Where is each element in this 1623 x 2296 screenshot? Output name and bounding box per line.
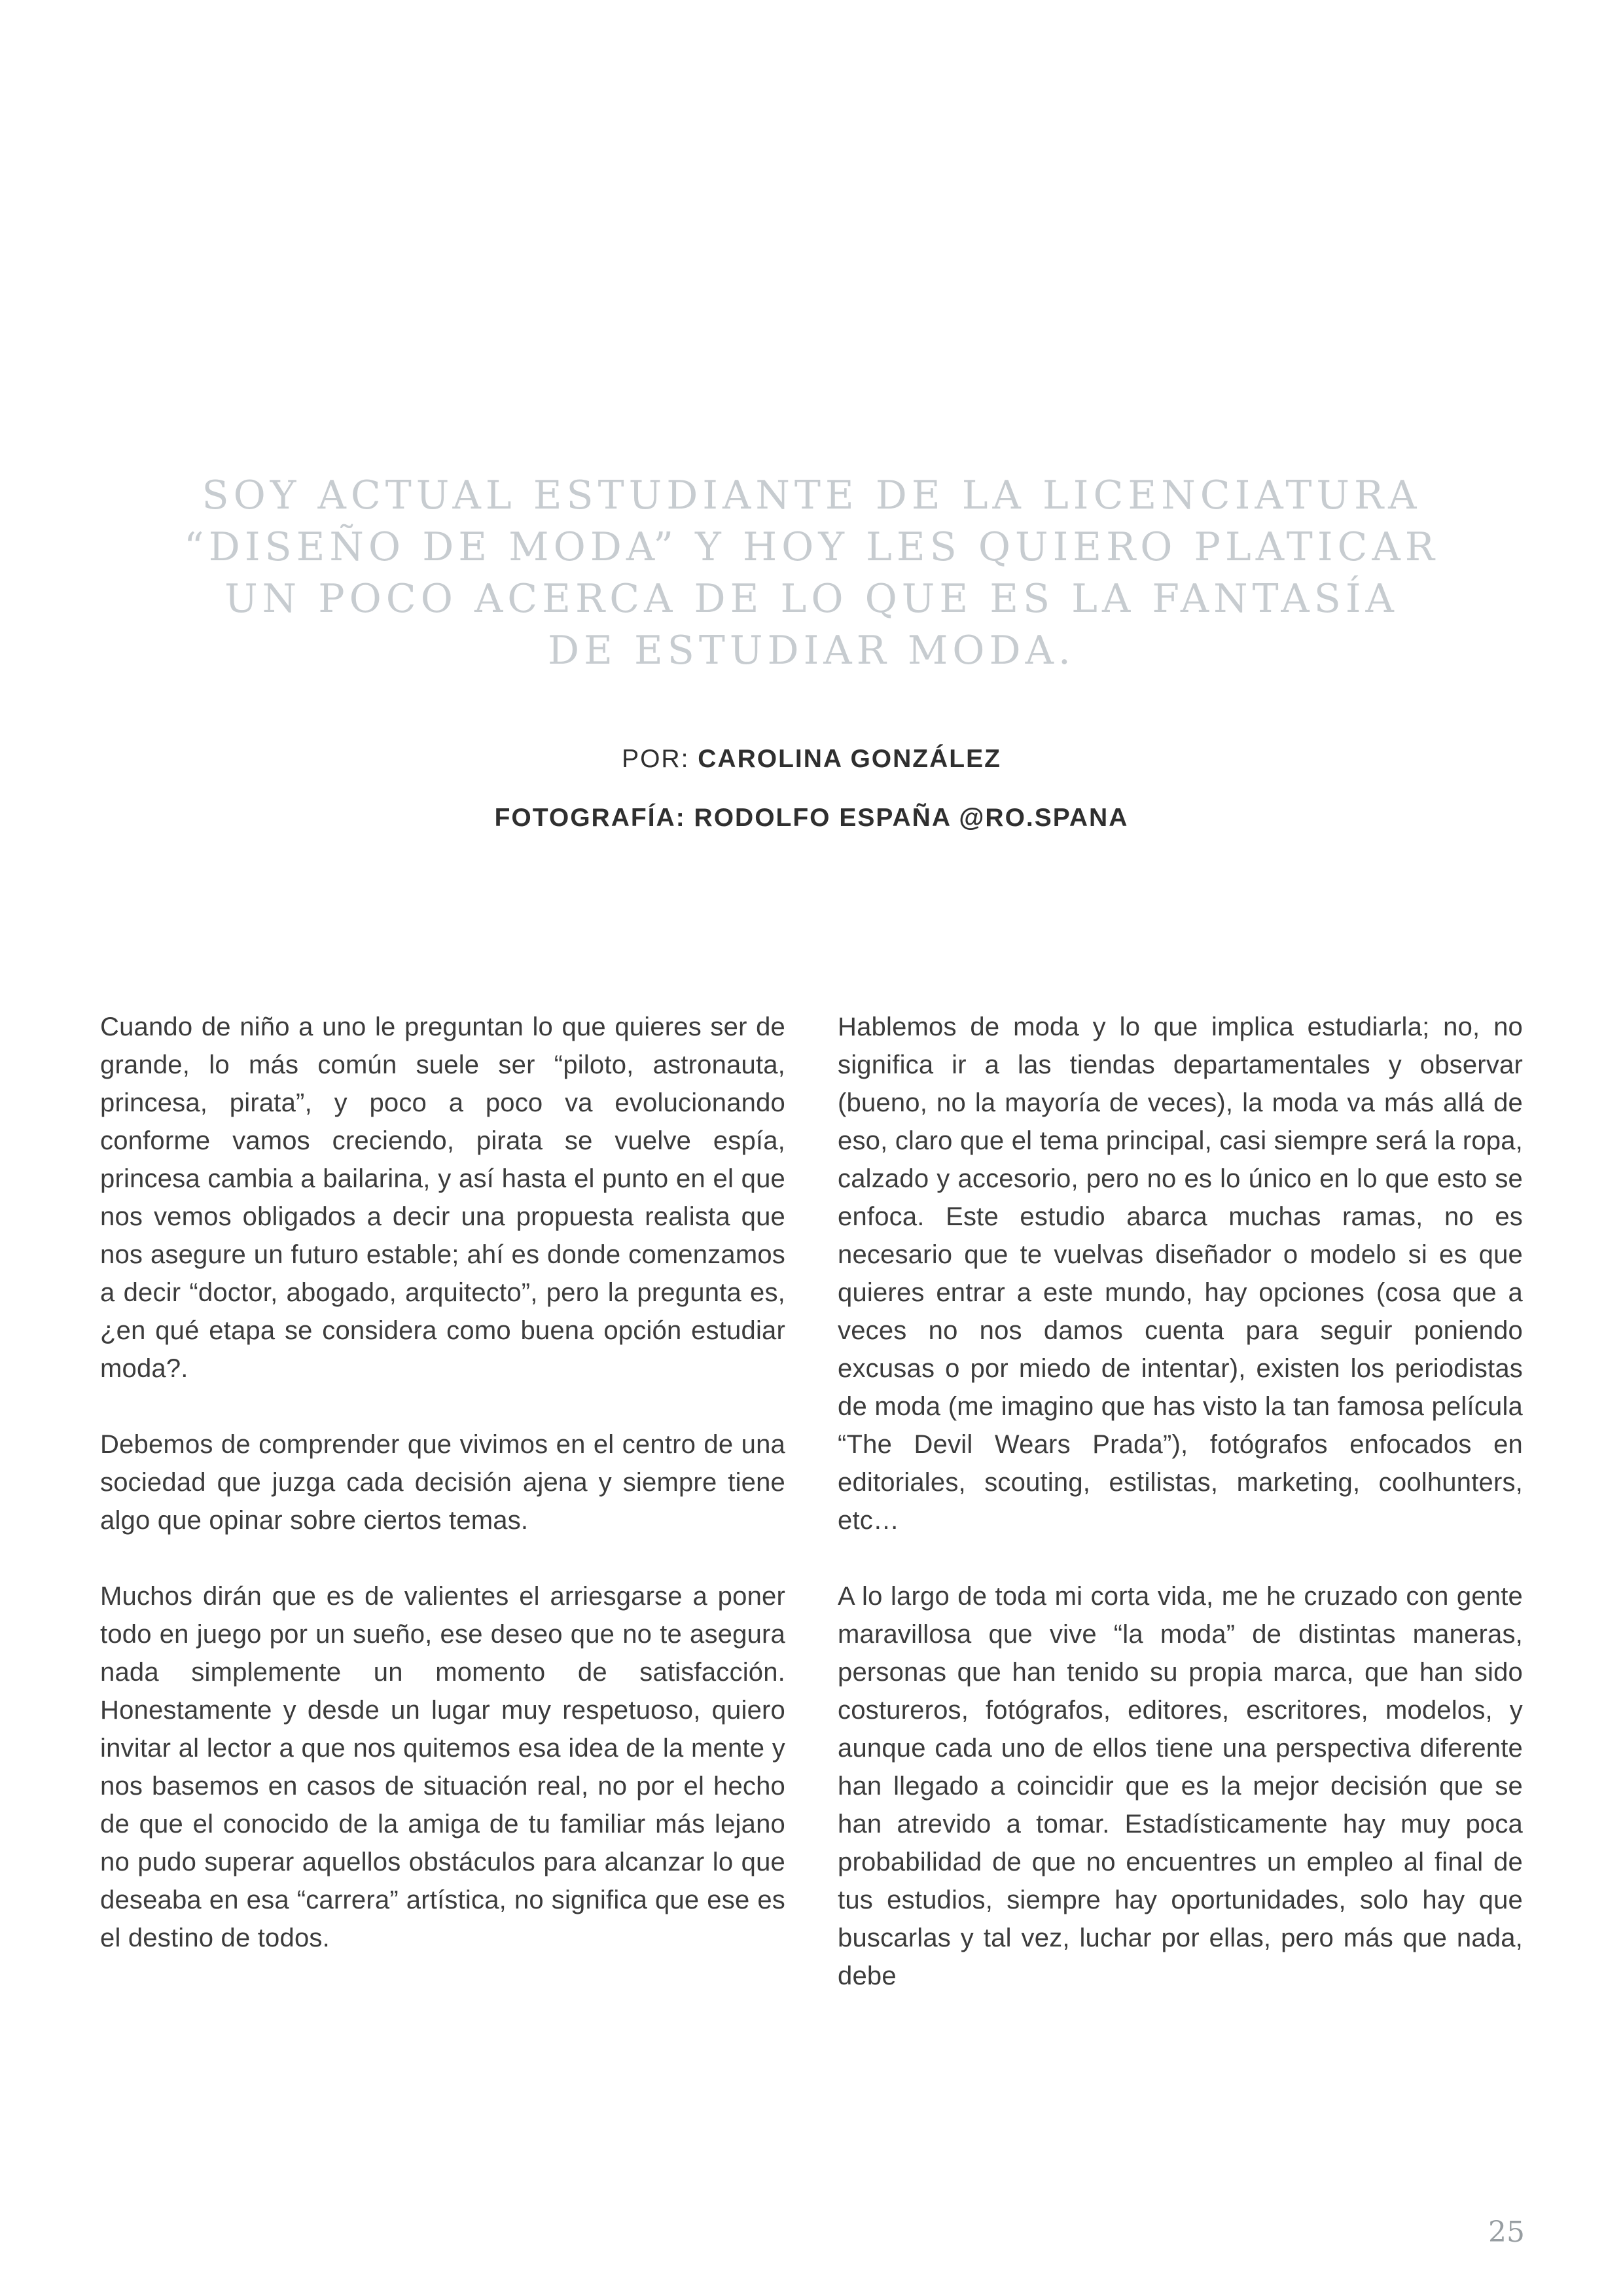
- pull-quote-line: UN POCO ACERCA DE LO QUE ES LA FANTASÍA: [224, 576, 1399, 622]
- paragraph: Cuando de niño a uno le preguntan lo que quieres ser de grande, lo más común suele ser “piloto, astronauta, princesa, pirata”, y poco a poco va evolucionando conforme vamos creciendo, pirata se vuelve espía, princesa cambia a bailarina, y así hasta el punto en el que nos vemos obligados a decir una propuesta realista que nos asegure un futuro estable; ahí es donde comenzamos a decir “doctor, abogado, arquitecto”, pero la pregunta es, ¿en qué etapa se considera como buena opción estudiar moda?.: [100, 1013, 785, 1383]
- pull-quote-line: “DISEÑO DE MODA” Y HOY LES QUIERO PLATICAR: [184, 524, 1439, 570]
- author-byline: [0, 745, 1623, 774]
- column-left: [100, 1008, 785, 2033]
- photo-credit: FOTOGRAFÍA: RODOLFO ESPAÑA @RO.SPANA: [494, 804, 1129, 832]
- pull-quote-line: SOY ACTUAL ESTUDIANTE DE LA LICENCIATURA: [202, 473, 1421, 518]
- body-columns: [100, 1008, 1523, 2033]
- page-number: 25: [1488, 2215, 1525, 2249]
- byline: [0, 745, 1623, 863]
- pull-quote: [0, 470, 1623, 677]
- paragraph: A lo largo de toda mi corta vida, me he cruzado con gente maravillosa que vive “la moda” de distintas maneras, personas que han tenido su propia marca, que han sido costureros, fotógrafos, editores, escritores, modelos, y aunque cada uno de ellos tiene una perspectiva diferente han llegado a coincidir que es la mejor decisión que se han atrevido a tomar. Estadísticamente hay muy poca probabilidad de que no encuentres un empleo al final de tus estudios, siempre hay oportunidades, solo hay que buscarlas y tal vez, luchar por ellas, pero más que nada, debe: [838, 1582, 1523, 1990]
- pull-quote-line: DE ESTUDIAR MODA.: [548, 628, 1075, 673]
- column-right: [838, 1008, 1523, 2033]
- paragraph: Muchos dirán que es de valientes el arriesgarse a poner todo en juego por un sueño, ese deseo que no te asegura nada simplemente un momento de satisfacción. Honestamente y desde un lugar muy respetuoso, quiero invitar al lector a que nos quitemos esa idea de la mente y nos basemos en casos de situación real, no por el hecho de que el conocido de la amiga de tu familiar más lejano no pudo superar aquellos obstáculos para alcanzar lo que deseaba en esa “carrera” artística, no significa que ese es el destino de todos.: [100, 1582, 785, 1952]
- paragraph: Debemos de comprender que vivimos en el centro de una sociedad que juzga cada decisión ajena y siempre tiene algo que opinar sobre ciertos temas.: [100, 1430, 785, 1535]
- paragraph: Hablemos de moda y lo que implica estudiarla; no, no significa ir a las tiendas departamentales y observar (bueno, no la mayoría de veces), la moda va más allá de eso, claro que el tema principal, casi siempre será la ropa, calzado y accesorio, pero no es lo único en lo que esto se enfoca. Este estudio abarca muchas ramas, no es necesario que te vuelvas diseñador o modelo si es que quieres entrar a este mundo, hay opciones (cosa que a veces no nos damos cuenta para seguir poniendo excusas o por miedo de intentar), existen los periodistas de moda (me imagino que has visto la tan famosa película “The Devil Wears Prada”), fotógrafos enfocados en editoriales, scouting, estilistas, marketing, coolhunters, etc…: [838, 1013, 1523, 1535]
- por-label: POR:: [622, 745, 698, 773]
- author-name: CAROLINA GONZÁLEZ: [698, 745, 1001, 773]
